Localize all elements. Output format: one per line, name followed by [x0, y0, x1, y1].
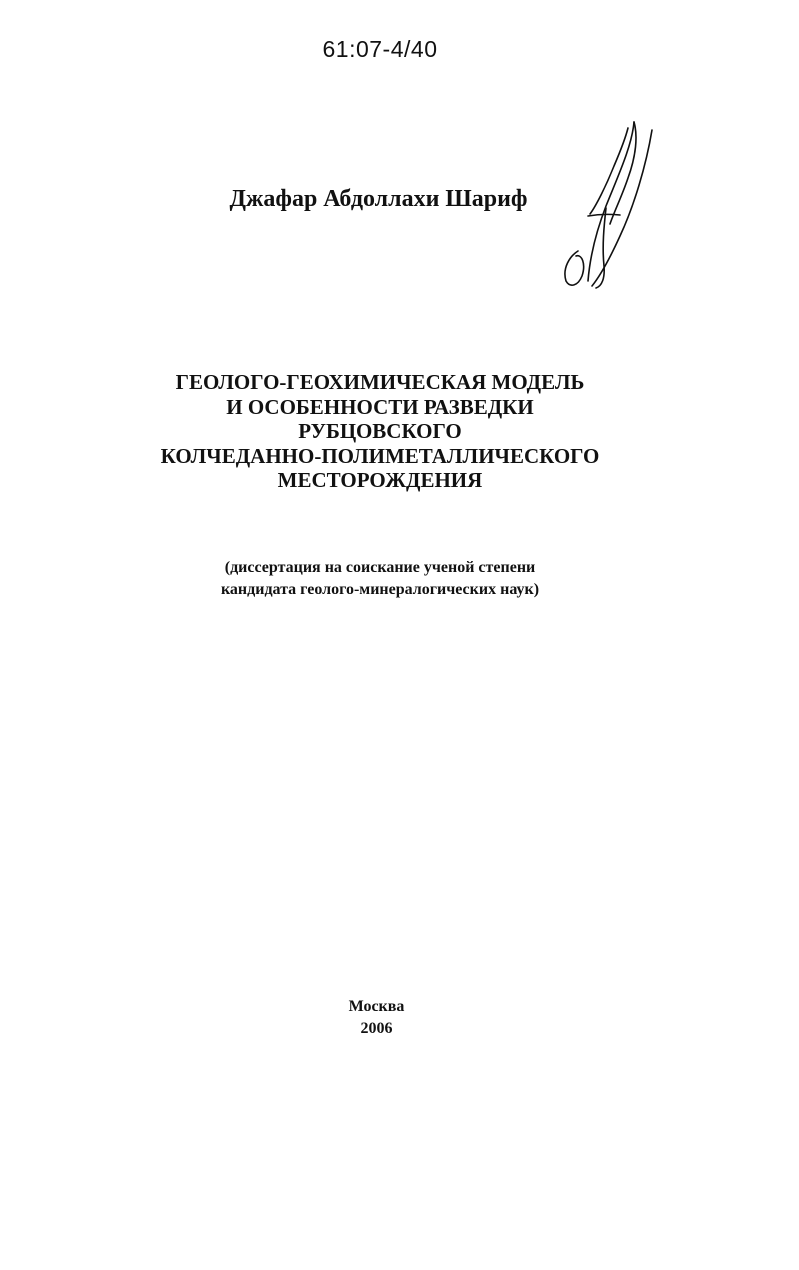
- subtitle-line: (диссертация на соискание ученой степени: [224, 559, 536, 576]
- place-and-year: [0, 996, 753, 1040]
- year: 2006: [360, 1020, 393, 1037]
- title-line: КОЛЧЕДАННО-ПОЛИМЕТАЛЛИЧЕСКОГО: [160, 443, 600, 468]
- dissertation-subtitle: [0, 557, 760, 601]
- author-name: Джафар Абдоллахи Шариф: [229, 186, 528, 212]
- city: Москва: [348, 998, 405, 1015]
- title-line: И ОСОБЕННОСТИ РАЗВЕДКИ: [226, 394, 534, 419]
- registry-code: 61:07-4/40: [322, 36, 438, 62]
- title-line: ГЕОЛОГО-ГЕОХИМИЧЕСКАЯ МОДЕЛЬ: [175, 370, 585, 394]
- title-line: МЕСТОРОЖДЕНИЯ: [277, 468, 483, 492]
- subtitle-line: кандидата геолого-минералогических наук): [220, 581, 540, 598]
- title-line: РУБЦОВСКОГО: [298, 419, 462, 443]
- handwritten-signature: [548, 116, 668, 296]
- dissertation-title: [0, 370, 760, 493]
